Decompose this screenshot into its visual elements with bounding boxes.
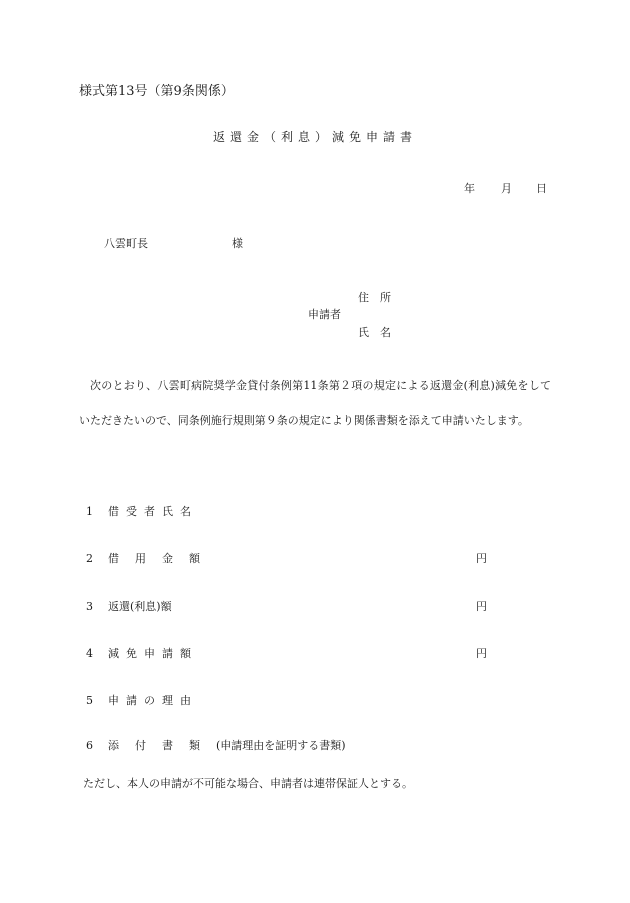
item-borrower-name <box>86 503 198 519</box>
item-loan-amount <box>86 550 216 566</box>
item-number: 5 <box>86 694 93 707</box>
form-number: 様式第13号（第9条関係） <box>79 84 234 99</box>
repayment-amount-unit: 円 <box>476 600 487 613</box>
reduction-amount-unit: 円 <box>476 647 487 660</box>
date-year-label: 年 <box>464 182 475 195</box>
item-label: 申請の理由 <box>108 694 198 707</box>
item-reduction-amount <box>86 645 198 661</box>
item-note: (申請理由を証明する書類) <box>216 739 346 752</box>
item-number: 4 <box>86 647 93 660</box>
item-label: 借受者氏名 <box>108 505 198 518</box>
item-label: 添付書類 <box>108 739 216 752</box>
item-repayment-amount <box>86 598 172 614</box>
item-label: 返還(利息)額 <box>108 600 172 613</box>
footnote: ただし、本人の申請が不可能な場合、申請者は連帯保証人とする。 <box>83 777 413 790</box>
document-title: 返還金（利息）減免申請書 <box>212 130 417 144</box>
item-reason <box>86 692 198 708</box>
item-attachments <box>86 737 346 753</box>
addressee-name: 八雲町長 <box>104 237 148 250</box>
item-number: 2 <box>86 552 93 565</box>
applicant-name-label: 氏 名 <box>358 326 391 339</box>
item-number: 6 <box>86 739 93 752</box>
addressee-honorific: 様 <box>232 237 243 250</box>
application-statement: 次のとおり、八雲町病院奨学金貸付条例第11条第２項の規定による返還金(利息)減免をしていただきたいので、同条例施行規則第９条の規定により関係書類を添えて申請いたします。 <box>79 379 551 427</box>
date-month-label: 月 <box>501 182 512 195</box>
loan-amount-unit: 円 <box>476 552 487 565</box>
applicant-address-label: 住 所 <box>358 291 391 304</box>
item-number: 3 <box>86 600 93 613</box>
item-label: 借用金額 <box>108 552 216 565</box>
item-label: 減免申請額 <box>108 647 198 660</box>
item-number: 1 <box>86 505 93 518</box>
date-day-label: 日 <box>536 182 547 195</box>
applicant-label: 申請者 <box>308 308 341 321</box>
